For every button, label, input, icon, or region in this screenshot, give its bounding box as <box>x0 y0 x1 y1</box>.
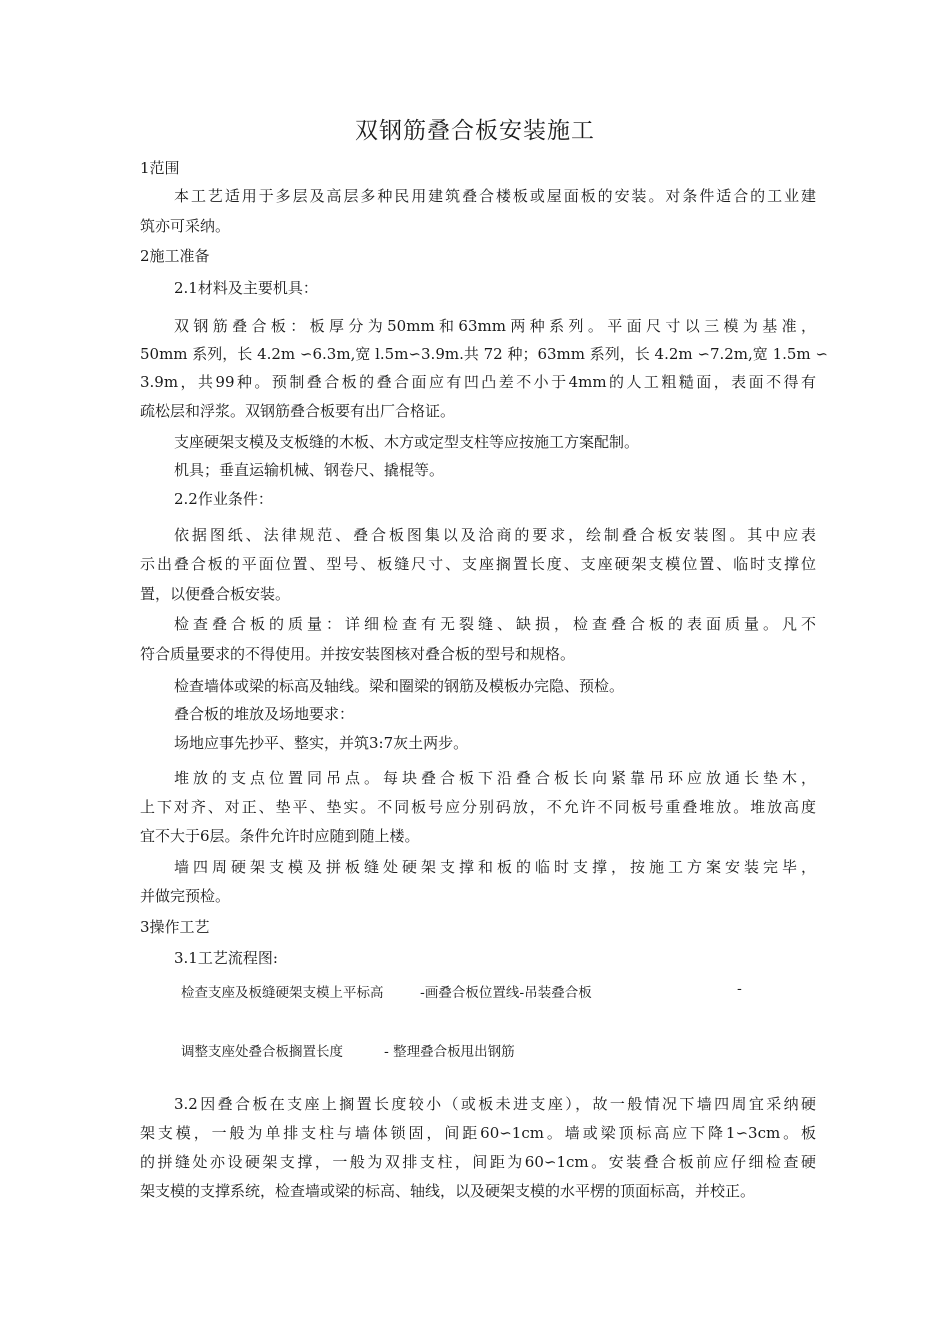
paragraph-line: 并做完预检。 <box>140 887 231 905</box>
subsection-heading-2-2: 2.2作业条件： <box>174 490 273 508</box>
paragraph-line: 筑亦可采纳。 <box>140 217 231 235</box>
paragraph-line: 叠合板的堆放及场地要求： <box>174 705 355 723</box>
subsection-heading-2-1: 2.1材料及主要机具： <box>174 279 318 297</box>
paragraph-line: 堆放的支点位置同吊点。每块叠合板下沿叠合板长向紧靠吊环应放通长垫木， <box>174 769 816 787</box>
flow-step: - 整理叠合板甩出钢筋 <box>384 1044 515 1060</box>
paragraph-line: 双钢筋叠合板：板厚分为50mm和63mm两种系列。平面尺寸以三模为基准， <box>174 317 816 335</box>
section-heading-3: 3操作工艺 <box>140 918 210 936</box>
paragraph-line: 支座硬架支模及支板缝的木板、木方或定型支柱等应按施工方案配制。 <box>174 433 640 451</box>
paragraph-line: 上下对齐、对正、垫平、垫实。不同板号应分别码放，不允许不同板号重叠堆放。堆放高度 <box>140 798 816 816</box>
document-title: 双钢筋叠合板安装施工 <box>355 118 595 144</box>
paragraph-line: 的拼缝处亦设硬架支撑，一般为双排支柱，间距为60∽1cm。安装叠合板前应仔细检查硬 <box>140 1153 816 1171</box>
section-heading-1: 1范围 <box>140 159 180 177</box>
paragraph-line: 符合质量要求的不得使用。并按安装图核对叠合板的型号和规格。 <box>140 645 576 663</box>
paragraph-line: 3.9m，共99种。预制叠合板的叠合面应有凹凸差不小于4mm的人工粗糙面，表面不得有 <box>140 373 816 391</box>
paragraph-line: 场地应事先抄平、整实，并筑3:7灰土两步。 <box>174 734 469 752</box>
paragraph-line: 架支模，一般为单排支柱与墙体锁固，间距60∽1cm。墙或梁顶标高应下降1∽3cm。板 <box>140 1124 816 1142</box>
paragraph-line: 50mm 系列，长 4.2m ∽6.3m,宽 l.5m∽3.9m.共 72 种；63mm 系列，长 4.2m ∽7.2m,宽 1.5m ∽ <box>140 345 828 363</box>
paragraph-line: 检查叠合板的质量：详细检查有无裂缝、缺损，检查叠合板的表面质量。凡不 <box>174 615 816 633</box>
section-heading-2: 2施工准备 <box>140 247 210 265</box>
paragraph-line: 依据图纸、法律规范、叠合板图集以及洽商的要求，绘制叠合板安装图。其中应表 <box>174 526 816 544</box>
flow-step: 检查支座及板缝硬架支模上平标高 <box>181 985 384 1001</box>
flow-arrow: - <box>737 981 742 997</box>
paragraph-line: 检查墙体或梁的标高及轴线。梁和圈梁的钢筋及模板办完隐、预检。 <box>174 677 625 695</box>
paragraph-line: 宜不大于6层。条件允许时应随到随上楼。 <box>140 827 420 845</box>
paragraph-line: 3.2因叠合板在支座上搁置长度较小（或板未进支座），故一般情况下墙四周宜采纳硬 <box>174 1095 816 1113</box>
paragraph-line: 墙四周硬架支模及拼板缝处硬架支撑和板的临时支撑，按施工方案安装完毕， <box>174 858 816 876</box>
flow-step: -画叠合板位置线-吊装叠合板 <box>420 985 592 1001</box>
paragraph-line: 机具；垂直运输机械、钢卷尺、撬棍等。 <box>174 461 445 479</box>
flow-step: 调整支座处叠合板搁置长度 <box>181 1044 343 1060</box>
paragraph-line: 疏松层和浮浆。双钢筋叠合板要有出厂合格证。 <box>140 402 456 420</box>
paragraph-line: 置，以便叠合板安装。 <box>140 585 291 603</box>
paragraph-line: 架支模的支撑系统，检查墙或梁的标高、轴线，以及硬架支模的水平楞的顶面标高，并校正。 <box>140 1182 756 1200</box>
subsection-heading-3-1: 3.1工艺流程图: <box>174 949 278 967</box>
paragraph-line: 本工艺适用于多层及高层多种民用建筑叠合楼板或屋面板的安装。对条件适合的工业建 <box>174 187 816 205</box>
paragraph-line: 示出叠合板的平面位置、型号、板缝尺寸、支座搁置长度、支座硬架支模位置、临时支撑位 <box>140 555 816 573</box>
